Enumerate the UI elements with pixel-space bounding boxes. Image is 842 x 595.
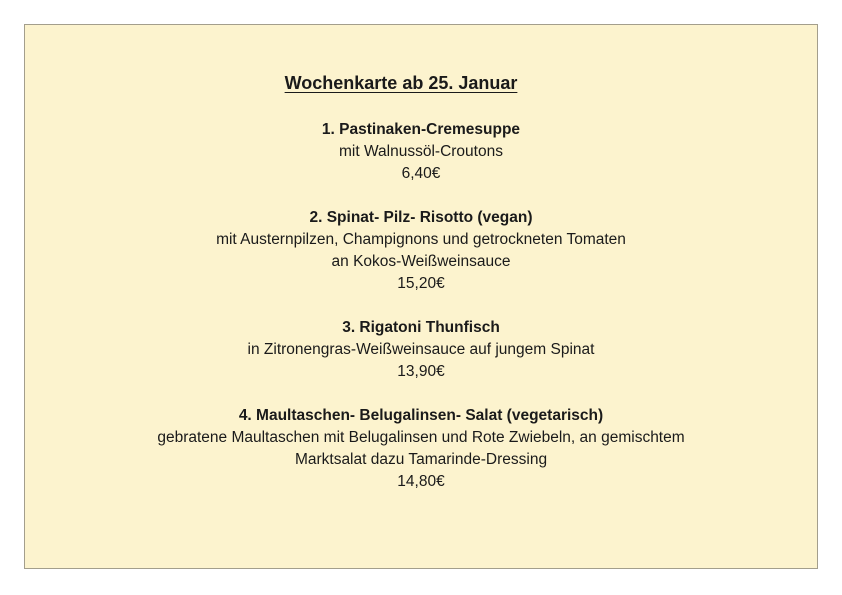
menu-item bbox=[25, 207, 817, 295]
menu-list bbox=[25, 119, 817, 515]
menu-item-description: Marktsalat dazu Tamarinde-Dressing bbox=[294, 451, 548, 468]
menu-item-description: mit Austernpilzen, Champignons und getrockneten Tomaten bbox=[216, 231, 626, 248]
menu-item-price: 13,90€ bbox=[397, 363, 445, 380]
menu-item bbox=[25, 405, 817, 493]
menu-item-name: 3. Rigatoni Thunfisch bbox=[342, 319, 500, 336]
menu-item bbox=[25, 317, 817, 383]
menu-item-name: 2. Spinat- Pilz- Risotto (vegan) bbox=[309, 209, 533, 226]
menu-item-description: gebratene Maultaschen mit Belugalinsen und Rote Zwiebeln, an gemischtem bbox=[157, 429, 685, 446]
menu-item-price: 6,40€ bbox=[401, 165, 441, 182]
menu-item-name: 1. Pastinaken-Cremesuppe bbox=[321, 121, 521, 138]
menu-item-price: 14,80€ bbox=[397, 473, 445, 490]
menu-item bbox=[25, 119, 817, 185]
menu-item-name: 4. Maultaschen- Belugalinsen- Salat (vegetarisch) bbox=[238, 407, 604, 424]
menu-title bbox=[25, 72, 817, 94]
menu-page bbox=[24, 24, 818, 569]
menu-item-price: 15,20€ bbox=[397, 275, 445, 292]
menu-title-text: Wochenkarte ab 25. Januar bbox=[284, 73, 518, 93]
menu-item-description: in Zitronengras-Weißweinsauce auf jungem Spinat bbox=[247, 341, 595, 358]
menu-item-description: an Kokos-Weißweinsauce bbox=[331, 253, 511, 270]
menu-item-description: mit Walnussöl-Croutons bbox=[339, 143, 503, 160]
